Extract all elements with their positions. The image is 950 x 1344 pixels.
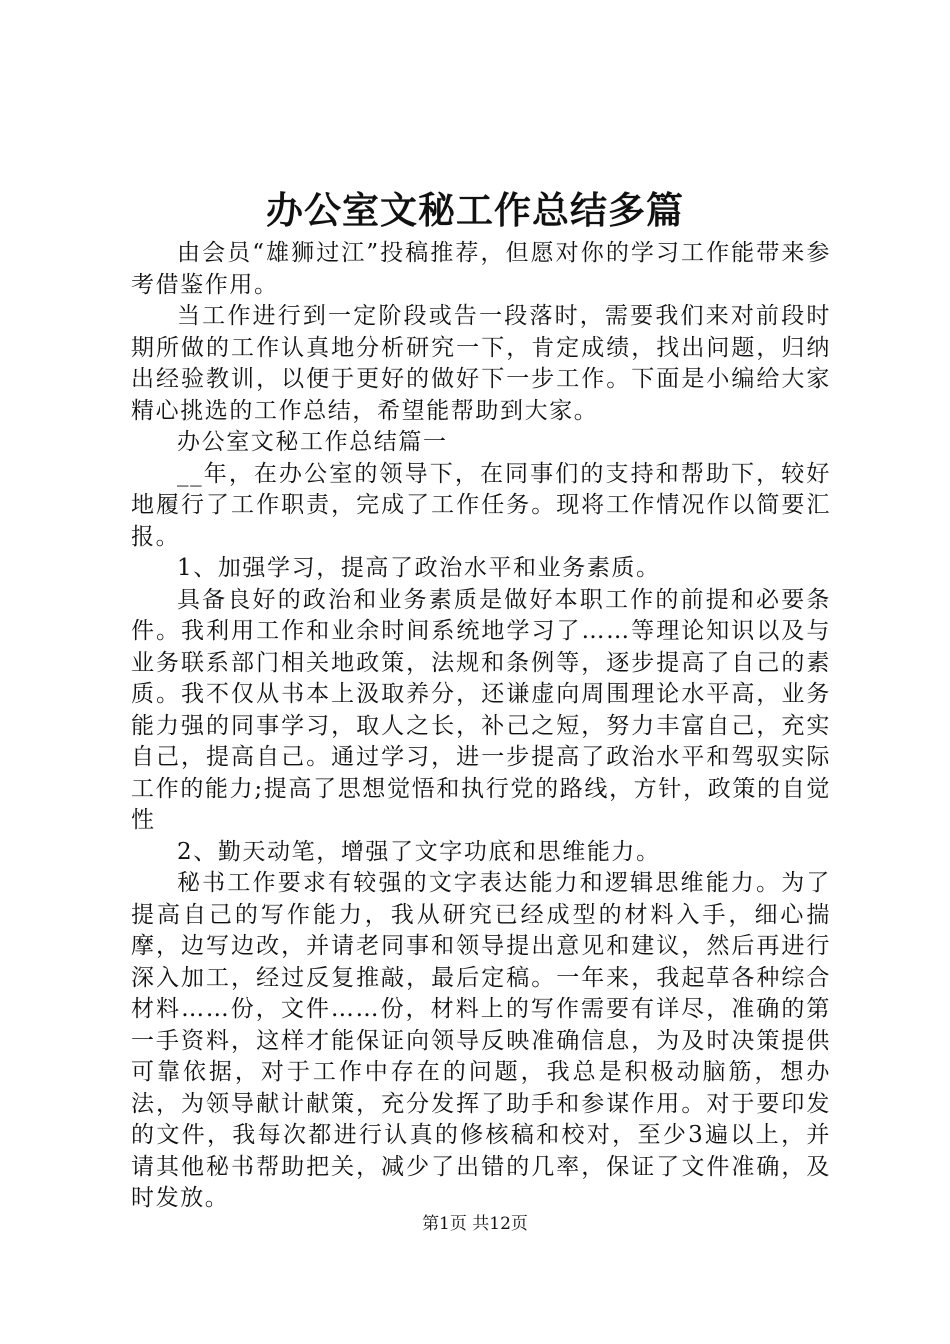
document-title: 办公室文秘工作总结多篇: [266, 188, 684, 232]
page-number: 第1页 共12页: [422, 1214, 528, 1234]
point-heading-2: 2、勤天动笔，增强了文字功底和思维能力。: [177, 838, 661, 865]
section-heading: 办公室文秘工作总结篇一: [177, 429, 448, 455]
paragraph-study: 具备良好的政治和业务素质是做好本职工作的前提和必要条件。我利用工作和业余时间系统地学习了……等理论知识以及与业务联系部门相关地政策，法规和条例等，逐步提高了自己的素质。我不仅从书本上汲取养分，还谦虚向周围理论水平高，业务能力强的同事学习，取人之长，补己之短，努力丰富自己，充实自己，提高自己。通过学习，进一步提高了政治水平和驾驭实际工作的能力;提高了思想觉悟和执行党的路线，方针，政策的自觉性: [131, 586, 831, 833]
point-heading-1: 1、加强学习，提高了政治水平和业务素质。: [177, 555, 661, 581]
document-body: [131, 238, 831, 1215]
paragraph-writing: 秘书工作要求有较强的文字表达能力和逻辑思维能力。为了提高自己的写作能力，我从研究已经成型的材料入手，细心揣摩，边写边改，并请老同事和领导提出意见和建议，然后再进行深入加工，经过反复推敲，最后定稿。一年来，我起草各种综合材料……份，文件……份，材料上的写作需要有详尽，准确的第一手资料，这样才能保证向领导反映准确信息，为及时决策提供可靠依据，对于工作中存在的问题，我总是积极动脑筋，想办法，为领导献计献策，充分发挥了助手和参谋作用。对于要印发的文件，我每次都进行认真的修核稿和校对，至少3遍以上，并请其他秘书帮助把关，减少了出错的几率，保证了文件准确，及时发放。: [131, 870, 831, 1211]
paragraph-summary-opening: __年，在办公室的领导下，在同事们的支持和帮助下，较好地履行了工作职责，完成了工作任务。现将工作情况作以简要汇报。: [131, 460, 831, 550]
paragraph-intro: 当工作进行到一定阶段或告一段落时，需要我们来对前段时期所做的工作认真地分析研究一下，肯定成绩，找出问题，归纳出经验教训，以便于更好的做好下一步工作。下面是小编给大家精心挑选的工作总结，希望能帮助到大家。: [131, 303, 831, 424]
paragraph-intro-note: 由会员“雄狮过江”投稿推荐，但愿对你的学习工作能带来参考借鉴作用。: [131, 240, 831, 298]
